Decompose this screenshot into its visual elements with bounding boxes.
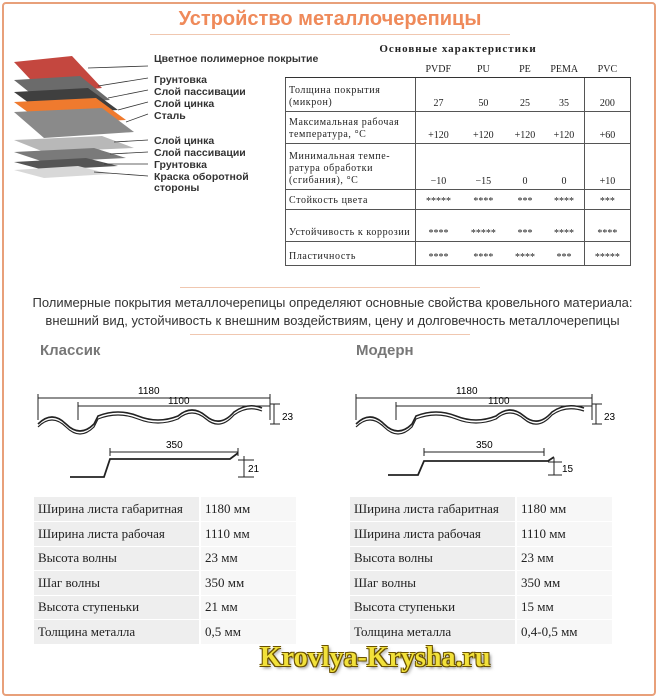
- dim-full-classic: 1180: [138, 386, 160, 397]
- dim-step-modern: 350: [476, 440, 493, 451]
- spec-value: 350 мм: [200, 571, 296, 596]
- layer-label-passivation: Слой пассивации: [154, 86, 246, 98]
- profile-title-modern: Модерн: [356, 342, 414, 359]
- profile-drawing-classic: [30, 380, 294, 490]
- cell: +120: [416, 111, 461, 143]
- row-name: Пластичность: [286, 241, 416, 265]
- characteristics-table: [285, 62, 631, 266]
- dim-work-classic: 1100: [168, 396, 190, 407]
- col-pvc: PVC: [584, 62, 630, 77]
- title-underline: [150, 34, 510, 35]
- page-title: Устройство металлочерепицы: [178, 8, 482, 30]
- table-row: [350, 497, 612, 522]
- specs-table-modern: [350, 497, 612, 645]
- table-row: [34, 620, 296, 645]
- spec-key: Высота ступеньки: [34, 595, 200, 620]
- spec-key: Ширина листа габаритная: [34, 497, 200, 522]
- spec-key: Ширина листа рабочая: [34, 522, 200, 547]
- layers-diagram: [14, 48, 319, 198]
- layer-label-passivation-bottom: Слой пассивации: [154, 147, 246, 159]
- table-row: [286, 241, 631, 265]
- layer-label-steel: Сталь: [154, 110, 186, 122]
- spec-value: 1180 мм: [200, 497, 296, 522]
- table-row: [286, 111, 631, 143]
- cell: +120: [506, 111, 544, 143]
- spec-key: Высота ступеньки: [350, 595, 516, 620]
- spec-key: Ширина листа рабочая: [350, 522, 516, 547]
- characteristics-header-row: [286, 62, 631, 77]
- site-watermark: Krovlya-Krysha.ru: [260, 642, 491, 673]
- cell: 200: [584, 77, 630, 111]
- table-row: [350, 620, 612, 645]
- layer-steel: [14, 108, 134, 138]
- cell: *****: [416, 189, 461, 209]
- spec-key: Шаг волны: [350, 571, 516, 596]
- table-row: [34, 522, 296, 547]
- profile-title-classic: Классик: [40, 342, 101, 359]
- desc-divider-bottom: [190, 334, 470, 335]
- table-row: [34, 546, 296, 571]
- spec-value: 1110 мм: [200, 522, 296, 547]
- col-pu: PU: [461, 62, 506, 77]
- row-name: Минимальная темпе- ратура обработки (сгибания), °C: [286, 143, 416, 189]
- cell: ****: [416, 241, 461, 265]
- specs-table-classic: [34, 497, 296, 645]
- cell: +120: [544, 111, 584, 143]
- cell: 35: [544, 77, 584, 111]
- spec-value: 350 мм: [516, 571, 612, 596]
- row-name: Стойкость цвета: [286, 189, 416, 209]
- col-pema: PEMA: [544, 62, 584, 77]
- table-row: [286, 189, 631, 209]
- cell: ****: [544, 189, 584, 209]
- desc-divider-top: [180, 287, 480, 288]
- row-name: Максимальная рабочая температура, °C: [286, 111, 416, 143]
- spec-value: 1180 мм: [516, 497, 612, 522]
- spec-value: 15 мм: [516, 595, 612, 620]
- cell: ****: [416, 209, 461, 241]
- dim-step-height-classic: 21: [248, 464, 260, 475]
- cell: 27: [416, 77, 461, 111]
- spec-key: Высота волны: [350, 546, 516, 571]
- layer-label-primer: Грунтовка: [154, 74, 207, 86]
- dim-step-classic: 350: [166, 440, 183, 451]
- cell: 50: [461, 77, 506, 111]
- cell: +10: [584, 143, 630, 189]
- cell: ****: [461, 189, 506, 209]
- spec-value: 21 мм: [200, 595, 296, 620]
- cell: ****: [544, 209, 584, 241]
- table-row: [34, 497, 296, 522]
- description-text: Полимерные покрытия металлочерепицы определяют основные свойства кровельного материала: внешний вид, устойчивость к внешним воздействиям, цену и долговечность металлочерепицы: [32, 295, 633, 328]
- cell: ***: [506, 209, 544, 241]
- layer-label-backpaint: Краска оборотной стороны: [154, 171, 249, 194]
- dim-wave-modern: 23: [604, 412, 616, 423]
- spec-key: Толщина металла: [34, 620, 200, 645]
- layer-label-primer-bottom: Грунтовка: [154, 159, 207, 171]
- table-row: [350, 522, 612, 547]
- characteristics-title: Основные характеристики: [379, 43, 537, 55]
- spec-value: 0,5 мм: [200, 620, 296, 645]
- layer-label-polymer: Цветное полимерное покрытие: [154, 53, 319, 65]
- cell: ****: [506, 241, 544, 265]
- row-name: Устойчивость к коррозии: [286, 209, 416, 241]
- cell: ***: [506, 189, 544, 209]
- dim-work-modern: 1100: [488, 396, 510, 407]
- table-row: [34, 595, 296, 620]
- dim-wave-classic: 23: [282, 412, 294, 423]
- table-row: [34, 571, 296, 596]
- table-row: [286, 143, 631, 189]
- dim-full-modern: 1180: [456, 386, 478, 397]
- spec-value: 0,4-0,5 мм: [516, 620, 612, 645]
- cell: −10: [416, 143, 461, 189]
- table-row: [350, 571, 612, 596]
- cell: 25: [506, 77, 544, 111]
- row-name: Толщина покрытия (микрон): [286, 77, 416, 111]
- profile-drawing-modern: [348, 380, 618, 490]
- cell: ***: [544, 241, 584, 265]
- col-pvdf: PVDF: [416, 62, 461, 77]
- col-pe: PE: [506, 62, 544, 77]
- spec-key: Толщина металла: [350, 620, 516, 645]
- dim-step-height-modern: 15: [562, 464, 574, 475]
- cell: ****: [461, 241, 506, 265]
- table-row: [286, 209, 631, 241]
- cell: −15: [461, 143, 506, 189]
- table-row: [286, 77, 631, 111]
- layer-label-zinc: Слой цинка: [154, 98, 215, 110]
- cell: 0: [506, 143, 544, 189]
- spec-value: 1110 мм: [516, 522, 612, 547]
- cell: +120: [461, 111, 506, 143]
- spec-value: 23 мм: [516, 546, 612, 571]
- cell: *****: [584, 241, 630, 265]
- table-row: [350, 595, 612, 620]
- cell: +60: [584, 111, 630, 143]
- spec-key: Высота волны: [34, 546, 200, 571]
- cell: *****: [461, 209, 506, 241]
- cell: 0: [544, 143, 584, 189]
- cell: ***: [584, 189, 630, 209]
- layer-label-zinc-bottom: Слой цинка: [154, 135, 215, 147]
- spec-value: 23 мм: [200, 546, 296, 571]
- spec-key: Шаг волны: [34, 571, 200, 596]
- cell: ****: [584, 209, 630, 241]
- table-row: [350, 546, 612, 571]
- spec-key: Ширина листа габаритная: [350, 497, 516, 522]
